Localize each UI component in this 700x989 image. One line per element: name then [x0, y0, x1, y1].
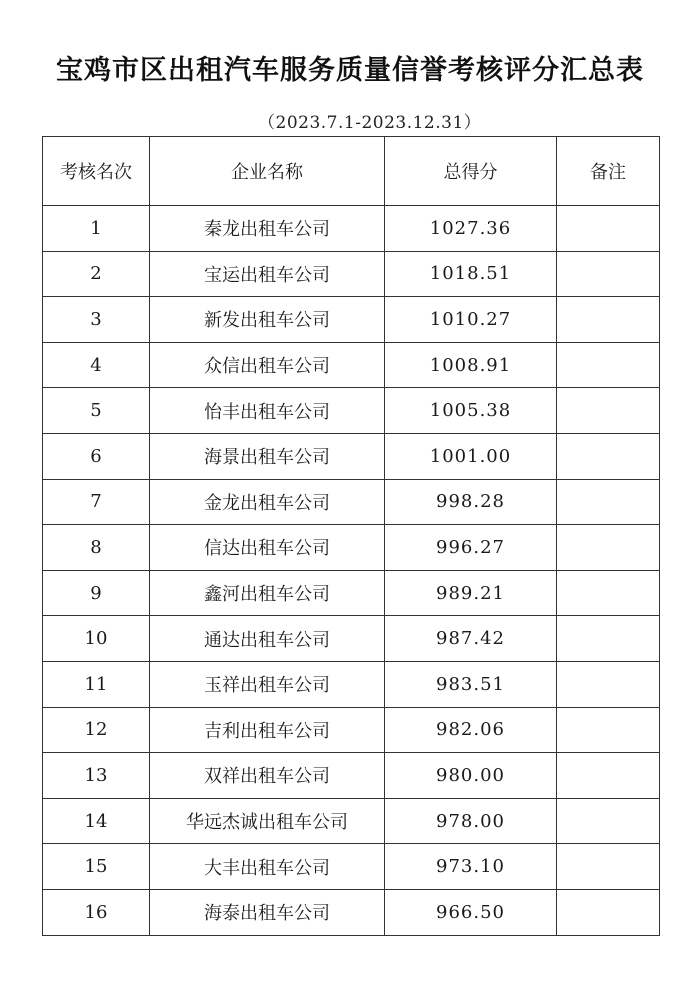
note-cell	[557, 753, 660, 799]
table-row	[43, 251, 660, 297]
rank-cell: 5	[43, 388, 150, 434]
note-cell	[557, 844, 660, 890]
note-cell	[557, 251, 660, 297]
score-summary-table	[42, 136, 660, 936]
company-cell: 鑫河出租车公司	[150, 570, 385, 616]
company-cell: 金龙出租车公司	[150, 479, 385, 525]
note-cell	[557, 616, 660, 662]
table-row	[43, 388, 660, 434]
table-row	[43, 479, 660, 525]
table-header-row	[43, 137, 660, 206]
rank-cell: 6	[43, 433, 150, 479]
note-cell	[557, 433, 660, 479]
rank-cell: 3	[43, 297, 150, 343]
rank-cell: 1	[43, 206, 150, 252]
table-row	[43, 616, 660, 662]
table-row	[43, 342, 660, 388]
rank-cell: 8	[43, 525, 150, 571]
header-note: 备注	[557, 137, 660, 206]
rank-cell: 12	[43, 707, 150, 753]
rank-cell: 7	[43, 479, 150, 525]
company-cell: 海泰出租车公司	[150, 889, 385, 935]
table-row	[43, 570, 660, 616]
table-row	[43, 525, 660, 571]
company-cell: 华远杰诚出租车公司	[150, 798, 385, 844]
score-cell: 973.10	[385, 844, 557, 890]
header-score: 总得分	[385, 137, 557, 206]
score-cell: 980.00	[385, 753, 557, 799]
score-cell: 1018.51	[385, 251, 557, 297]
company-cell: 秦龙出租车公司	[150, 206, 385, 252]
note-cell	[557, 206, 660, 252]
note-cell	[557, 388, 660, 434]
score-cell: 996.27	[385, 525, 557, 571]
table-row	[43, 433, 660, 479]
note-cell	[557, 707, 660, 753]
company-cell: 通达出租车公司	[150, 616, 385, 662]
document-title: 宝鸡市区出租汽车服务质量信誉考核评分汇总表	[56, 55, 644, 86]
score-cell: 989.21	[385, 570, 557, 616]
table-row	[43, 297, 660, 343]
table-row	[43, 206, 660, 252]
score-cell: 966.50	[385, 889, 557, 935]
company-cell: 信达出租车公司	[150, 525, 385, 571]
assessment-period: （2023.7.1-2023.12.31）	[258, 113, 482, 133]
table-row	[43, 707, 660, 753]
company-cell: 众信出租车公司	[150, 342, 385, 388]
score-cell: 1005.38	[385, 388, 557, 434]
company-cell: 宝运出租车公司	[150, 251, 385, 297]
company-cell: 玉祥出租车公司	[150, 661, 385, 707]
score-cell: 982.06	[385, 707, 557, 753]
rank-cell: 14	[43, 798, 150, 844]
header-company: 企业名称	[150, 137, 385, 206]
note-cell	[557, 661, 660, 707]
score-cell: 987.42	[385, 616, 557, 662]
rank-cell: 10	[43, 616, 150, 662]
note-cell	[557, 525, 660, 571]
score-cell: 1027.36	[385, 206, 557, 252]
company-cell: 大丰出租车公司	[150, 844, 385, 890]
company-cell: 吉利出租车公司	[150, 707, 385, 753]
table-row	[43, 753, 660, 799]
note-cell	[557, 297, 660, 343]
header-rank: 考核名次	[43, 137, 150, 206]
table-row	[43, 844, 660, 890]
score-cell: 1010.27	[385, 297, 557, 343]
table-row	[43, 889, 660, 935]
rank-cell: 4	[43, 342, 150, 388]
score-cell: 983.51	[385, 661, 557, 707]
company-cell: 新发出租车公司	[150, 297, 385, 343]
rank-cell: 11	[43, 661, 150, 707]
company-cell: 海景出租车公司	[150, 433, 385, 479]
company-cell: 怡丰出租车公司	[150, 388, 385, 434]
score-cell: 998.28	[385, 479, 557, 525]
rank-cell: 15	[43, 844, 150, 890]
rank-cell: 9	[43, 570, 150, 616]
note-cell	[557, 479, 660, 525]
score-cell: 1008.91	[385, 342, 557, 388]
rank-cell: 16	[43, 889, 150, 935]
score-cell: 1001.00	[385, 433, 557, 479]
score-cell: 978.00	[385, 798, 557, 844]
note-cell	[557, 889, 660, 935]
note-cell	[557, 798, 660, 844]
rank-cell: 13	[43, 753, 150, 799]
rank-cell: 2	[43, 251, 150, 297]
table-row	[43, 661, 660, 707]
note-cell	[557, 570, 660, 616]
company-cell: 双祥出租车公司	[150, 753, 385, 799]
note-cell	[557, 342, 660, 388]
table-row	[43, 798, 660, 844]
